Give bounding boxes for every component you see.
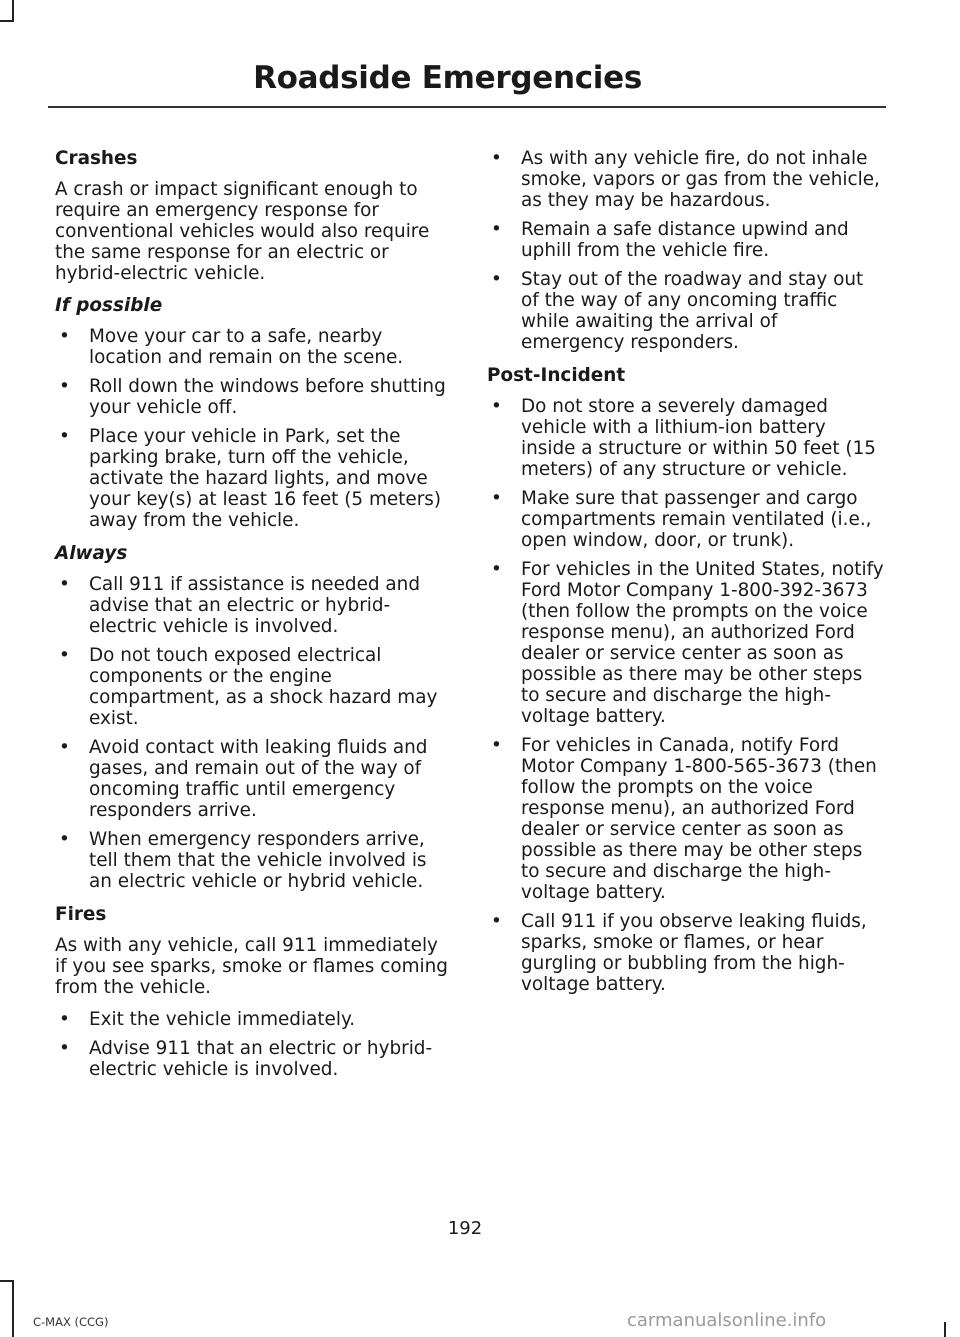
crashes-heading: Crashes	[55, 148, 138, 169]
left-column	[55, 148, 453, 1092]
list-item-text: Make sure that passenger and cargo compartments remain ventilated (i.e., open window, door, or trunk).	[521, 488, 872, 551]
list-item-text: Do not store a severely damaged vehicle with a lithium-ion battery inside a structure or within 50 feet (15 meters) of any structure or vehicle.	[521, 396, 876, 480]
post-incident-list	[487, 396, 885, 995]
crop-mark-top-left-vertical	[12, 0, 14, 22]
crop-mark-bottom-left-horizontal	[0, 1280, 14, 1282]
list-item-text: As with any vehicle fire, do not inhale smoke, vapors or gas from the vehicle, as they may be hazardous.	[521, 148, 880, 211]
if-possible-list	[55, 326, 453, 531]
fire-safety-list	[487, 148, 885, 353]
page-number: 192	[447, 1218, 483, 1239]
list-item	[487, 735, 885, 903]
list-item-text: Exit the vehicle immediately.	[89, 1009, 356, 1030]
always-heading: Always	[55, 543, 128, 564]
always-list	[55, 574, 453, 892]
list-item-text: Place your vehicle in Park, set the parking brake, turn off the vehicle, activate the hazard lights, and move your key(s) at least 16 feet (5 meters) away from the vehicle.	[89, 426, 442, 531]
bullet: •	[59, 645, 70, 666]
list-item-text: Roll down the windows before shutting your vehicle off.	[89, 376, 446, 418]
list-item-text: Move your car to a safe, nearby location and remain on the scene.	[89, 326, 404, 368]
bullet: •	[59, 829, 70, 850]
crop-mark-bottom-right-vertical	[944, 1322, 946, 1337]
bullet: •	[491, 911, 502, 932]
list-item	[55, 645, 453, 729]
bullet: •	[59, 1009, 70, 1030]
post-incident-heading: Post-Incident	[487, 365, 626, 386]
list-item	[55, 326, 453, 368]
list-item-text: Call 911 if you observe leaking fluids, sparks, smoke or flames, or hear gurgling or bubbling from the high-voltage battery.	[521, 911, 867, 995]
list-item	[55, 1038, 453, 1080]
bullet: •	[491, 219, 502, 240]
bullet: •	[491, 735, 502, 756]
bullet: •	[59, 1038, 70, 1059]
crashes-paragraph: A crash or impact significant enough to require an emergency response for conventional vehicles would also require the same response for an electric or hybrid-electric vehicle.	[55, 179, 430, 284]
list-item-text: For vehicles in the United States, notify Ford Motor Company 1-800-392-3673 (then follow the prompts on the voice response menu), an authorized Ford dealer or service center as soon as possible as there may be other steps to secure and discharge the high-voltage battery.	[521, 559, 884, 727]
list-item-text: Do not touch exposed electrical components or the engine compartment, as a shock hazard may exist.	[89, 645, 438, 729]
list-item	[55, 737, 453, 821]
list-item-text: Avoid contact with leaking fluids and gases, and remain out of the way of oncoming traffic until emergency responders arrive.	[89, 737, 428, 821]
list-item	[487, 269, 885, 353]
crop-mark-top-left-horizontal	[0, 20, 14, 22]
list-item	[55, 426, 453, 531]
fires-paragraph: As with any vehicle, call 911 immediately if you see sparks, smoke or flames coming from the vehicle.	[55, 935, 448, 998]
list-item	[55, 574, 453, 637]
list-item	[487, 219, 885, 261]
list-item	[55, 829, 453, 892]
bullet: •	[491, 148, 502, 169]
page-title: Roadside Emergencies	[253, 60, 642, 96]
bullet: •	[59, 737, 70, 758]
header-divider	[48, 106, 886, 108]
bullet: •	[491, 396, 502, 417]
list-item	[487, 911, 885, 995]
list-item	[55, 1009, 453, 1030]
if-possible-heading: If possible	[55, 295, 163, 316]
list-item	[487, 396, 885, 480]
list-item-text: Stay out of the roadway and stay out of the way of any oncoming traffic while awaiting the arrival of emergency responders.	[521, 269, 864, 353]
fires-list	[55, 1009, 453, 1080]
bullet: •	[491, 488, 502, 509]
bullet: •	[59, 426, 70, 447]
right-column	[487, 148, 885, 1007]
bullet: •	[59, 326, 70, 347]
watermark: carmanualsonline.info	[627, 1310, 827, 1331]
list-item-text: Remain a safe distance upwind and uphill from the vehicle fire.	[521, 219, 849, 261]
list-item	[487, 488, 885, 551]
fires-heading: Fires	[55, 904, 107, 925]
bullet: •	[59, 376, 70, 397]
crop-mark-bottom-left-vertical	[12, 1280, 14, 1337]
list-item-text: Advise 911 that an electric or hybrid-electric vehicle is involved.	[89, 1038, 433, 1080]
model-code: C-MAX (CCG)	[33, 1315, 109, 1329]
list-item-text: Call 911 if assistance is needed and advise that an electric or hybrid-electric vehicle is involved.	[89, 574, 421, 637]
list-item	[487, 559, 885, 727]
list-item	[487, 148, 885, 211]
bullet: •	[59, 574, 70, 595]
list-item-text: When emergency responders arrive, tell them that the vehicle involved is an electric vehicle or hybrid vehicle.	[89, 829, 427, 892]
bullet: •	[491, 559, 502, 580]
bullet: •	[491, 269, 502, 290]
list-item	[55, 376, 453, 418]
list-item-text: For vehicles in Canada, notify Ford Motor Company 1-800-565-3673 (then follow the prompts on the voice response menu), an authorized Ford dealer or service center as soon as possible as there may be other steps to secure and discharge the high-voltage battery.	[521, 735, 877, 903]
